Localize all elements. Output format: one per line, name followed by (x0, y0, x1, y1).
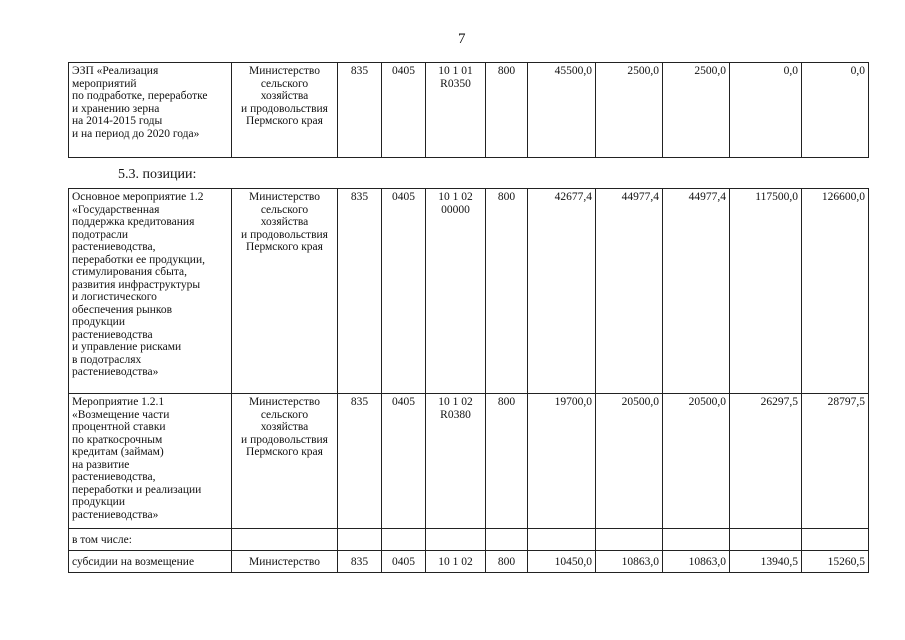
row-description: Мероприятие 1.2.1 «Возмещение части процентной ставки по краткосрочным кредитам (займам) на развитие растениеводства, переработки и реализации продукции растениеводства» (69, 394, 232, 529)
row-expense-type: 800 (486, 394, 528, 529)
row-value-2: 2500,0 (596, 63, 663, 158)
row-target-code: 10 1 02 R0380 (426, 394, 486, 529)
row-target-code: 10 1 02 00000 (426, 189, 486, 394)
row-value-5: 28797,5 (802, 394, 869, 529)
row-expense-type: 800 (486, 63, 528, 158)
row-value-2 (596, 529, 663, 551)
row-value-1: 19700,0 (528, 394, 596, 529)
row-section-code (382, 529, 426, 551)
row-value-5: 0,0 (802, 63, 869, 158)
page-number: 7 (458, 31, 466, 47)
row-grbs-code: 835 (338, 189, 382, 394)
row-value-5 (802, 529, 869, 551)
row-expense-type: 800 (486, 551, 528, 573)
row-value-2: 10863,0 (596, 551, 663, 573)
table-row (69, 63, 869, 158)
row-grbs-code: 835 (338, 63, 382, 158)
row-value-4: 26297,5 (730, 394, 802, 529)
row-section-code: 0405 (382, 394, 426, 529)
row-target-code: 10 1 02 (426, 551, 486, 573)
row-value-3: 44977,4 (663, 189, 730, 394)
row-value-4: 117500,0 (730, 189, 802, 394)
row-description: субсидии на возмещение (69, 551, 232, 573)
positions-table (68, 188, 869, 573)
row-target-code: 10 1 01 R0350 (426, 63, 486, 158)
row-description: Основное мероприятие 1.2 «Государственная поддержка кредитования подотрасли растениеводства, переработки ее продукции, стимулирования сбыта, развития инфраструктуры и логистического обеспечения рынков продукции растениеводства и управление рисками в подотраслях растениеводства» (69, 189, 232, 394)
top-table (68, 62, 869, 158)
row-value-5: 126600,0 (802, 189, 869, 394)
table-row (69, 394, 869, 529)
row-section-code: 0405 (382, 63, 426, 158)
row-organization: Министерство сельского хозяйства и продовольствия Пермского края (232, 189, 338, 394)
row-section-code: 0405 (382, 551, 426, 573)
row-grbs-code (338, 529, 382, 551)
row-value-1: 45500,0 (528, 63, 596, 158)
row-organization: Министерство (232, 551, 338, 573)
row-target-code (426, 529, 486, 551)
row-organization: Министерство сельского хозяйства и продовольствия Пермского края (232, 394, 338, 529)
row-value-3: 20500,0 (663, 394, 730, 529)
row-value-4: 13940,5 (730, 551, 802, 573)
row-expense-type: 800 (486, 189, 528, 394)
row-value-4: 0,0 (730, 63, 802, 158)
table-row (69, 529, 869, 551)
row-description: в том числе: (69, 529, 232, 551)
table-row (69, 189, 869, 394)
row-value-1: 10450,0 (528, 551, 596, 573)
row-value-3: 2500,0 (663, 63, 730, 158)
row-section-code: 0405 (382, 189, 426, 394)
table-row (69, 551, 869, 573)
row-value-2: 44977,4 (596, 189, 663, 394)
row-value-4 (730, 529, 802, 551)
row-value-1: 42677,4 (528, 189, 596, 394)
row-value-3: 10863,0 (663, 551, 730, 573)
row-value-1 (528, 529, 596, 551)
row-expense-type (486, 529, 528, 551)
row-description: ЭЗП «Реализация мероприятий по подработке, переработке и хранению зерна на 2014-2015 годы и на период до 2020 года» (69, 63, 232, 158)
row-value-3 (663, 529, 730, 551)
row-organization (232, 529, 338, 551)
section-label: 5.3. позиции: (118, 167, 197, 182)
row-grbs-code: 835 (338, 394, 382, 529)
row-organization: Министерство сельского хозяйства и продовольствия Пермского края (232, 63, 338, 158)
row-value-5: 15260,5 (802, 551, 869, 573)
row-value-2: 20500,0 (596, 394, 663, 529)
row-grbs-code: 835 (338, 551, 382, 573)
